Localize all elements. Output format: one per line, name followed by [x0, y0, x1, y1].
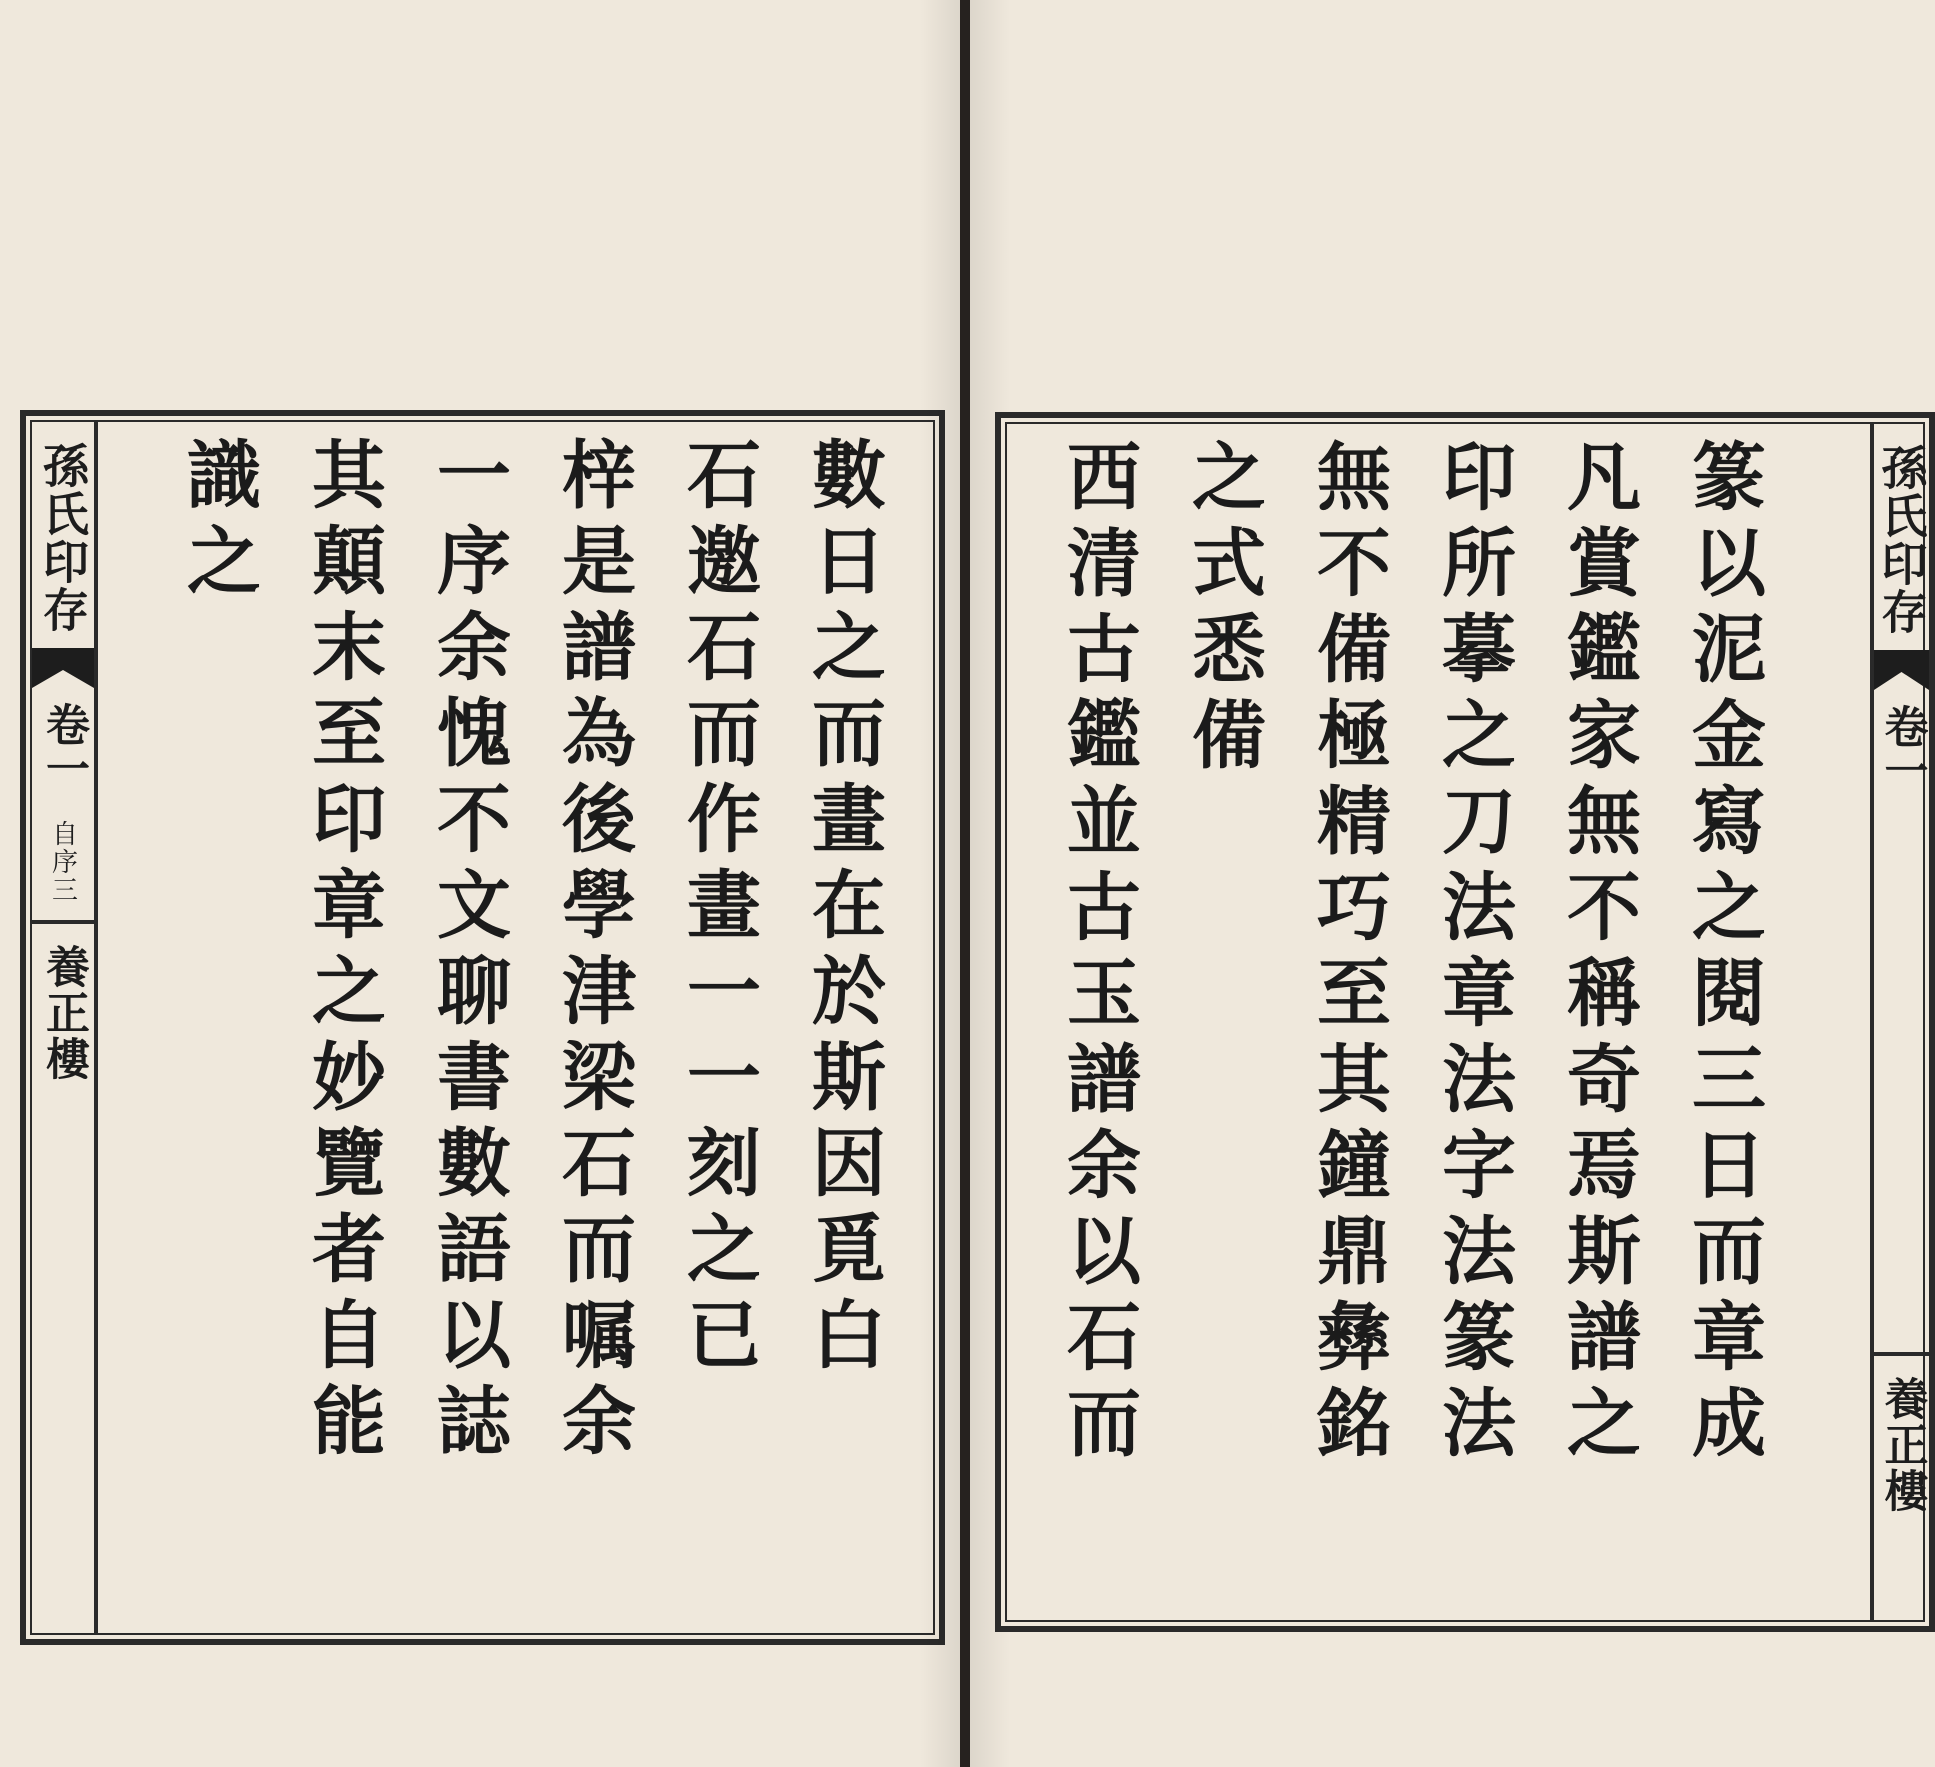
text-column-3: 印所摹之刀法章法字法篆法 — [1430, 438, 1516, 1470]
banxin-publisher: 養正樓 — [38, 944, 89, 1082]
text-column-3: 梓是譜為後學津梁石而嘱余 — [550, 436, 636, 1468]
banxin-section-label: 自序三 — [47, 820, 78, 904]
banxin-divider — [32, 920, 94, 924]
right-page — [970, 0, 1935, 1767]
banxin-publisher: 養正樓 — [1876, 1376, 1928, 1514]
left-page — [0, 0, 960, 1767]
fish-tail-ornament — [32, 648, 94, 688]
right-page-border-frame — [995, 412, 1935, 1632]
text-column-6: 西清古鑑並古玉譜余以石而 — [1055, 438, 1141, 1470]
left-page-center-column — [32, 422, 98, 1633]
text-column-1: 數日之而畫在於斯因覓白 — [800, 436, 886, 1382]
banxin-volume-label: 卷一 — [38, 702, 89, 790]
fish-tail-ornament — [1874, 650, 1929, 690]
left-page-border-frame — [20, 410, 945, 1645]
text-column-6: 識之 — [175, 436, 261, 608]
text-column-5: 之式悉備 — [1180, 438, 1266, 782]
text-column-4: 一序余愧不文聊書數語以誌 — [425, 436, 511, 1468]
banxin-divider — [1874, 1352, 1929, 1356]
banxin-book-title: 孫氏印存 — [36, 442, 90, 634]
banxin-volume-label: 卷一 — [1876, 704, 1928, 792]
banxin-book-title: 孫氏印存 — [1874, 444, 1929, 636]
text-column-1: 篆以泥金寫之閱三日而章成 — [1680, 438, 1766, 1470]
text-column-2: 石邀石而作畫一一刻之已 — [675, 436, 761, 1382]
right-page-center-column — [1870, 424, 1929, 1620]
book-spine-gutter — [960, 0, 970, 1767]
text-column-2: 凡賞鑑家無不稱奇焉斯譜之 — [1555, 438, 1641, 1470]
text-column-4: 無不備極精巧至其鐘鼎彝銘 — [1305, 438, 1391, 1470]
text-column-5: 其顛末至印章之妙覽者自能 — [300, 436, 386, 1468]
